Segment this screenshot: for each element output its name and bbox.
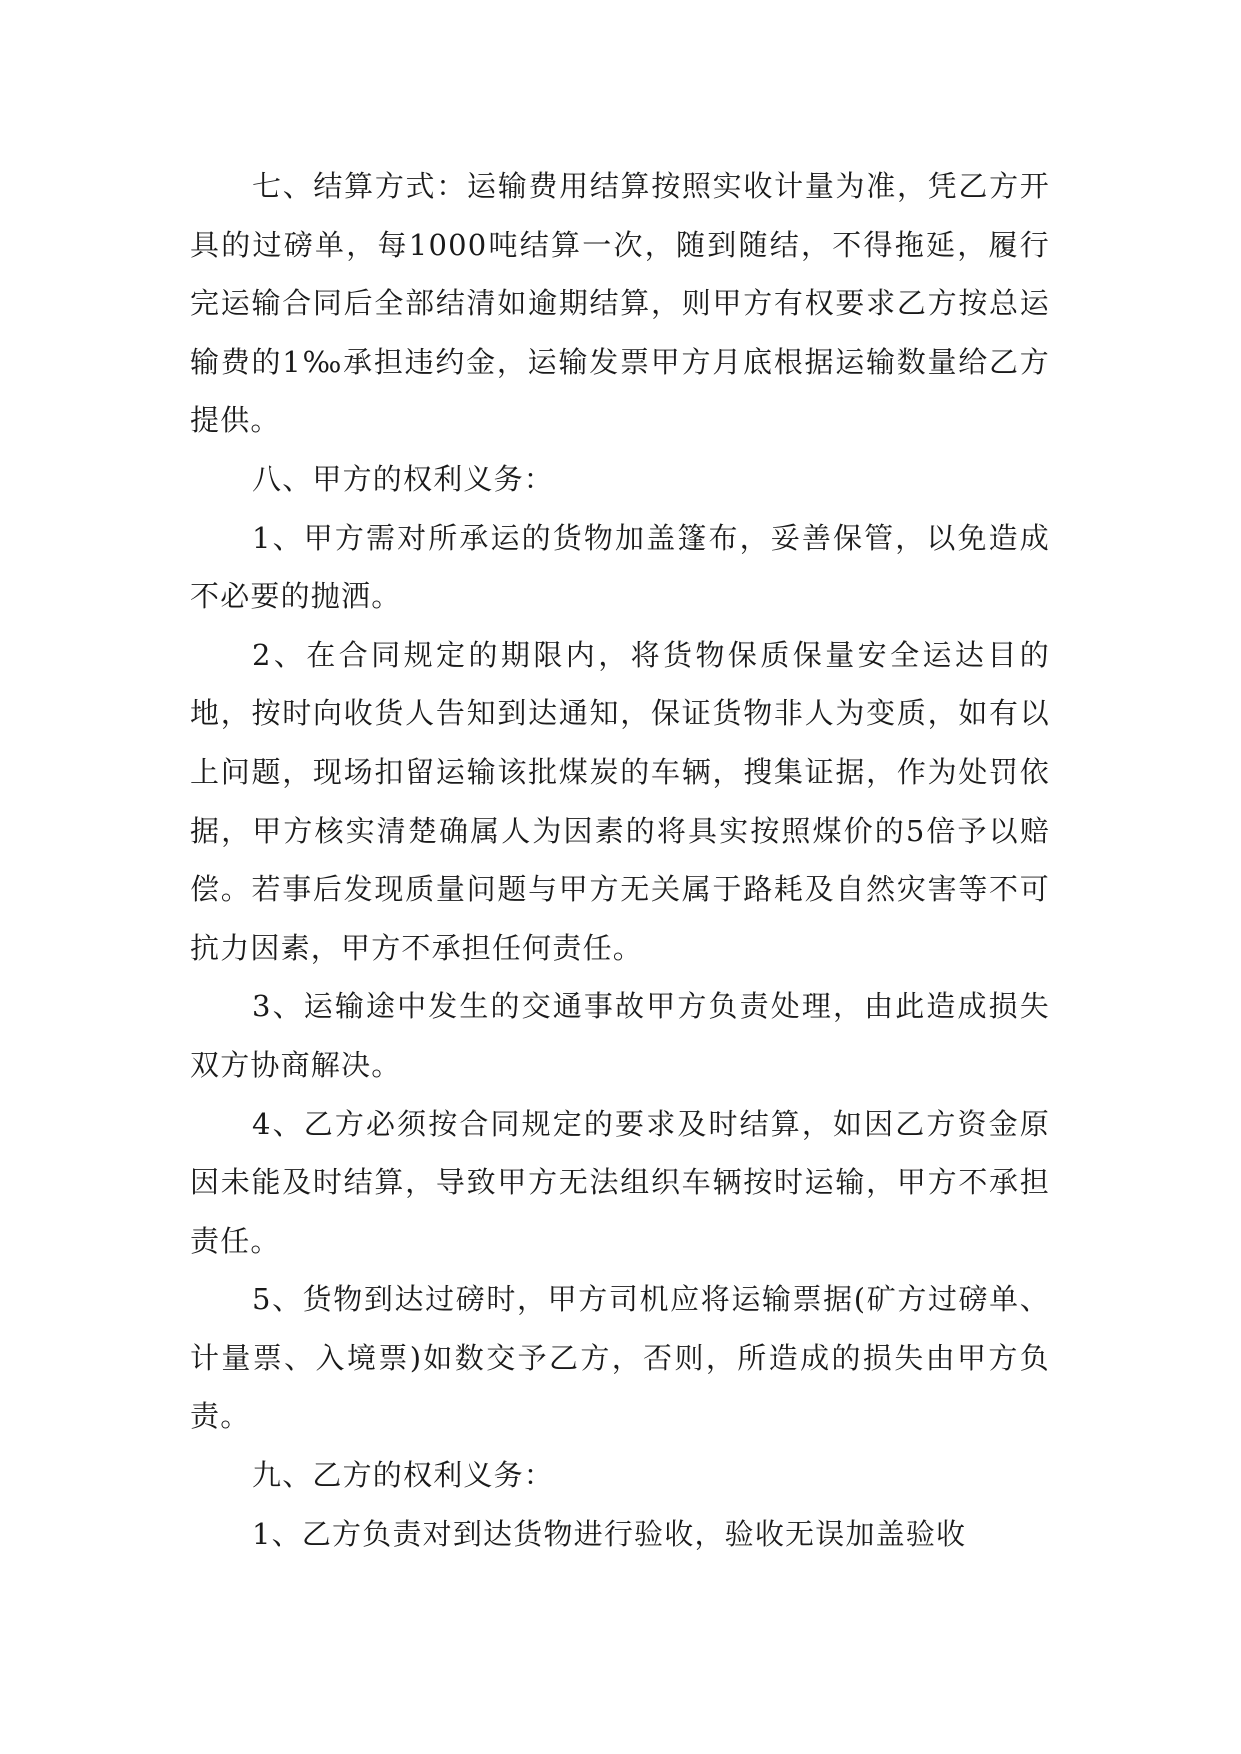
document-body [190, 157, 1050, 1563]
clause-8-item-3: 3、运输途中发生的交通事故甲方负责处理，由此造成损失双方协商解决。 [190, 989, 1050, 1082]
clause-8-item-5: 5、货物到达过磅时，甲方司机应将运输票据(矿方过磅单、计量票、入境票)如数交予乙方，否则，所造成的损失由甲方负责。 [190, 1282, 1050, 1434]
clause-8-item-2: 2、在合同规定的期限内，将货物保质保量安全运达目的地，按时向收货人告知到达通知，保证货物非人为变质，如有以上问题，现场扣留运输该批煤炭的车辆，搜集证据，作为处罚依据，甲方核实清楚确属人为因素的将具实按照煤价的5倍予以赔偿。若事后发现质量问题与甲方无关属于路耗及自然灾害等不可抗力因素，甲方不承担任何责任。 [190, 637, 1050, 965]
clause-9-item-1: 1、乙方负责对到达货物进行验收，验收无误加盖验收 [252, 1516, 967, 1551]
clause-8-item-1: 1、甲方需对所承运的货物加盖篷布，妥善保管，以免造成不必要的抛洒。 [190, 520, 1050, 614]
clause-8-heading: 八、甲方的权利义务： [252, 461, 555, 496]
clause-7-settlement: 七、结算方式：运输费用结算按照实收计量为准，凭乙方开具的过磅单，每1000吨结算一次，随到随结，不得拖延，履行完运输合同后全部结清如逾期结算，则甲方有权要求乙方按总运输费的1‰承担违约金，运输发票甲方月底根据运输数量给乙方提供。 [190, 169, 1050, 438]
clause-8-item-4: 4、乙方必须按合同规定的要求及时结算，如因乙方资金原因未能及时结算，导致甲方无法组织车辆按时运输，甲方不承担责任。 [190, 1106, 1050, 1258]
clause-9-heading: 九、乙方的权利义务： [252, 1458, 555, 1493]
